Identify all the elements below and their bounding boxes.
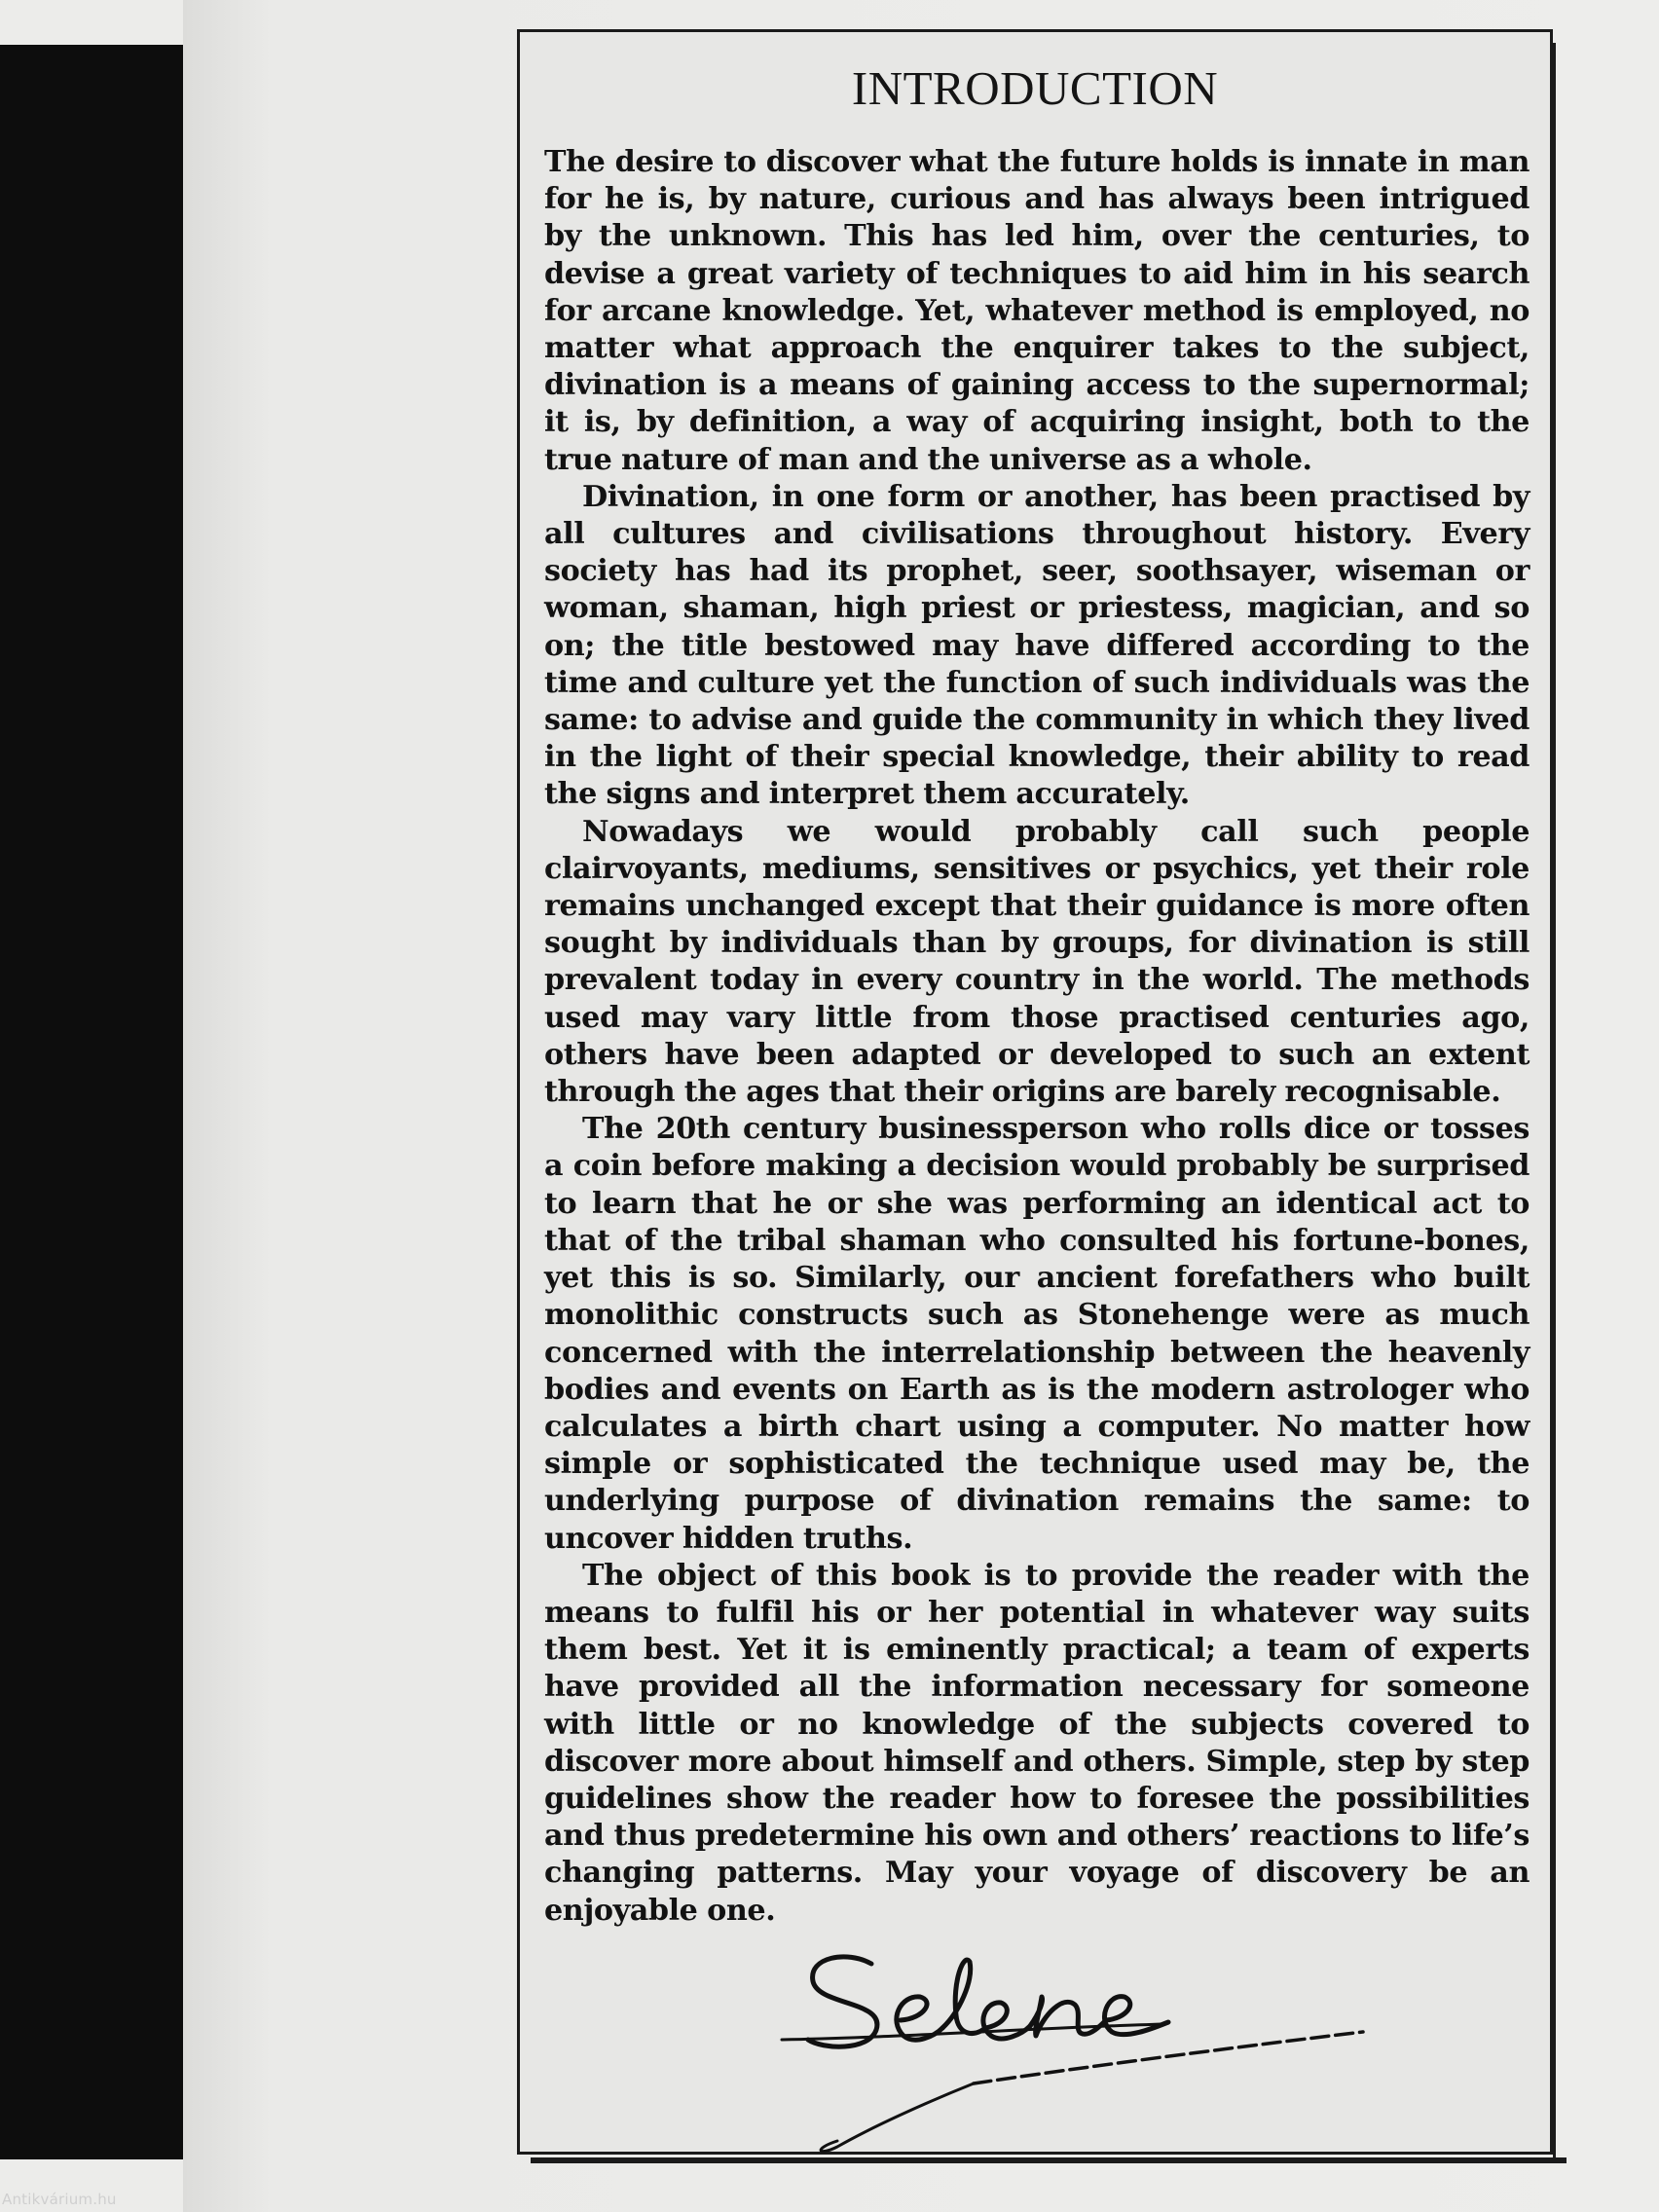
watermark-text: Antikvárium.hu xyxy=(2,2191,117,2208)
paragraph: The object of this book is to provide the reader with the means to fulfil his or her potential in whatever way suits them best. Yet it is eminently practical; a team of experts have provided all the information necessary for someone with little or no knowledge of the subjects covered to discover more about himself and others. Simple, step by step guidelines show the reader how to foresee the possibilities and thus predetermine his own and others’ reactions to life’s changing patterns. May your voyage of discovery be an enjoyable one. xyxy=(544,1558,1530,1928)
signature-selene xyxy=(779,1923,1382,2176)
paragraph: Divination, in one form or another, has been practised by all cultures and civilisations throughout history. Every society has had its prophet, seer, soothsayer, wiseman or woman, shaman, high priest or priestess, magician, and so on; the title bestowed may have differed according to the time and culture yet the function of such individuals was the same: to advise and guide the community in which they lived in the light of their special knowledge, their ability to read the signs and interpret them accurately. xyxy=(544,479,1530,812)
page-title: INTRODUCTION xyxy=(851,61,1219,115)
introduction-body xyxy=(544,144,1530,1930)
paragraph: The desire to discover what the future holds is innate in man for he is, by nature, curious and has always been intrigued by the unknown. This has led him, over the centuries, to devise a great variety of techniques to aid him in his search for arcane knowledge. Yet, whatever method is employed, no matter what approach the enquirer takes to the subject, divination is a means of gaining access to the supernormal; it is, by definition, a way of acquiring insight, both to the true nature of man and the universe as a whole. xyxy=(544,145,1530,477)
frame-right-shadow xyxy=(1553,43,1566,2163)
paragraph: The 20th century businessperson who rolls dice or tosses a coin before making a decision would probably be surprised to learn that he or she was performing an identical act to that of the tribal shaman who consulted his fortune-bones, yet this is so. Similarly, our ancient forefathers who built monolithic constructs such as Stonehenge were as much concerned with the interrelationship between the heavenly bodies and events on Earth as is the modern astrologer who calculates a birth chart using a computer. No matter how simple or sophisticated the technique used may be, the underlying purpose of divination remains the same: to uncover hidden truths. xyxy=(544,1112,1530,1556)
left-black-strip xyxy=(0,45,183,2159)
paragraph: Nowadays we would probably call such people clairvoyants, mediums, sensitives or psychics, yet their role remains unchanged except that their guidance is more often sought by individuals than by groups, for divination is still prevalent today in every country in the world. The methods used may vary little from those practised centuries ago, others have been adapted or developed to such an extent through the ages that their origins are barely recognisable. xyxy=(544,814,1530,1110)
